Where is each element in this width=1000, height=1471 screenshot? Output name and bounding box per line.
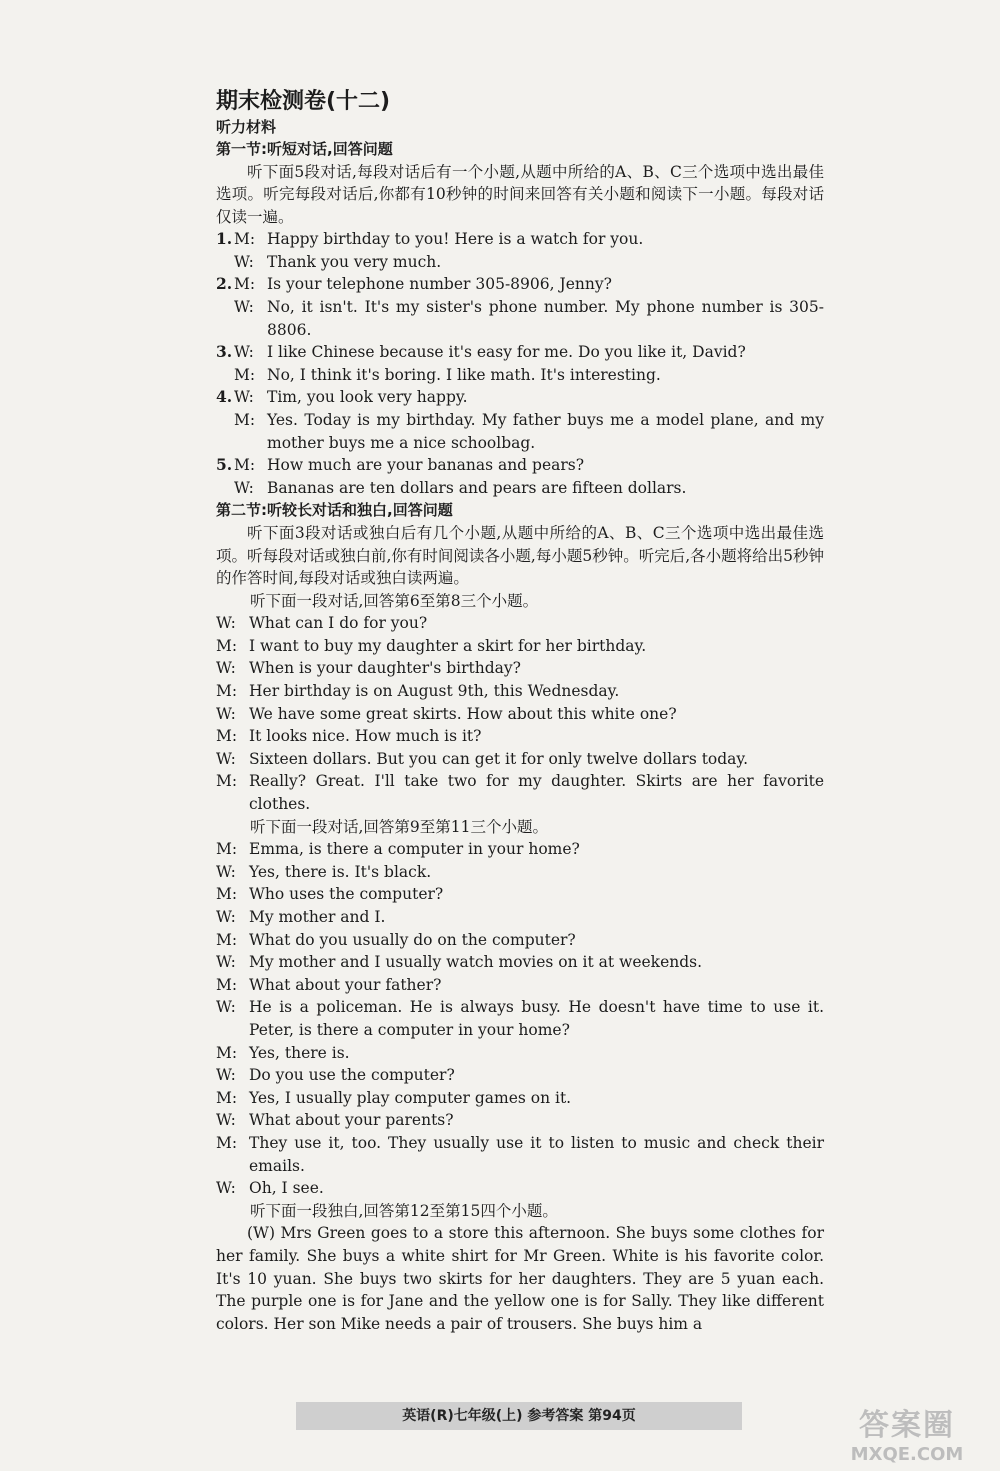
line-text: Really? Great. I'll take two for my daughter. Skirts are her favorite clothes. (249, 772, 824, 814)
speaker-label: M: (216, 840, 238, 859)
dialogue2 (216, 838, 824, 1200)
monologue-intro: 听下面一段独白,回答第12至第15四个小题。 (250, 1201, 558, 1220)
dialogue-line (216, 680, 824, 703)
dialogue-line (216, 974, 824, 997)
dialogue-line (216, 1132, 824, 1177)
speaker-label: M: (234, 365, 256, 384)
speaker-label: M: (216, 975, 238, 994)
line-text: Do you use the computer? (249, 1066, 455, 1085)
speaker-label: W: (216, 998, 236, 1017)
speaker-label: W: (216, 908, 236, 926)
dialogue-line (216, 748, 824, 771)
question-number: 5. (216, 455, 233, 475)
line-text: Thank you very much. (267, 252, 442, 271)
dialogue-line (216, 273, 824, 296)
dialogue2-intro: 听下面一段对话,回答第9至第11三个小题。 (250, 817, 549, 836)
speaker-label: M: (216, 772, 238, 791)
question-number: 2. (216, 274, 233, 294)
dialogue-line (216, 341, 824, 364)
speaker-label: M: (216, 636, 238, 655)
watermark-logo (822, 1408, 992, 1468)
line-text: No, I think it's boring. I like math. It's interesting. (267, 365, 661, 384)
question-number (216, 251, 234, 274)
dialogue-line (216, 1087, 824, 1110)
line-text: Oh, I see. (249, 1179, 324, 1198)
section1-instructions: 听下面5段对话,每段对话后有一个小题,从题中所给的A、B、C三个选项中选出最佳选项。听完每段对话后,你都有10秒钟的时间来回答有关小题和阅读下一小题。每段对话仅读一遍。 (216, 162, 824, 226)
dialogue-line (216, 296, 824, 341)
dialogue-line (216, 454, 824, 477)
dialogue-line (216, 657, 824, 680)
speaker-label: M: (234, 230, 256, 249)
line-text: Yes, there is. (249, 1043, 350, 1062)
dialogue-line (216, 996, 824, 1041)
question-number (216, 364, 234, 387)
question-number (216, 477, 234, 500)
speaker-label: M: (234, 411, 256, 430)
speaker-label: W: (234, 252, 254, 271)
dialogue1-intro: 听下面一段对话,回答第6至第8三个小题。 (250, 591, 539, 610)
watermark-cn: 答案圈 (859, 1408, 955, 1443)
question-number: 4. (216, 387, 233, 407)
dialogue-line (216, 725, 824, 748)
speaker-label: M: (234, 275, 256, 294)
speaker-label: W: (216, 1111, 236, 1130)
speaker-label: W: (234, 388, 254, 407)
speaker-label: W: (234, 298, 254, 317)
line-text: How much are your bananas and pears? (267, 456, 585, 475)
dialogue-line (216, 409, 824, 454)
line-text: Happy birthday to you! Here is a watch for you. (267, 230, 644, 249)
line-text: It looks nice. How much is it? (249, 727, 482, 746)
dialogue-line (216, 251, 824, 274)
speaker-label: M: (216, 885, 238, 904)
speaker-label: M: (216, 1043, 238, 1062)
dialogue-line (216, 929, 824, 952)
line-text: Emma, is there a computer in your home? (249, 840, 580, 859)
dialogue-line (216, 612, 824, 635)
line-text: When is your daughter's birthday? (249, 659, 521, 678)
dialogue-line (216, 951, 824, 974)
section2-instructions: 听下面3段对话或独白后有几个小题,从题中所给的A、B、C三个选项中选出最佳选项。听每段对话或独白前,你有时间阅读各小题,每小题5秒钟。听完后,各小题将给出5秒钟的作答时间,每段对话或独白读两遍。 (216, 523, 825, 588)
speaker-label: W: (216, 659, 236, 678)
page-title: 期末检测卷(十二) (216, 89, 391, 114)
line-text: Who uses the computer? (249, 885, 444, 904)
dialogue-line (216, 906, 824, 929)
dialogue-line (216, 703, 824, 726)
dialogue-line (216, 1042, 824, 1065)
dialogue-line (216, 1064, 824, 1087)
section2-heading: 第二节:听较长对话和独白,回答问题 (216, 501, 453, 520)
speaker-label: M: (216, 1088, 238, 1107)
dialogue-line (216, 228, 824, 251)
section1-heading: 第一节:听短对话,回答问题 (216, 140, 393, 158)
line-text: He is a policeman. He is always busy. He doesn't have time to use it. Peter, is there a computer in your home? (249, 998, 824, 1039)
speaker-label: W: (234, 343, 254, 362)
line-text: What about your father? (249, 975, 442, 994)
speaker-label: M: (216, 682, 238, 701)
document-page (216, 88, 824, 1335)
line-text: My mother and I usually watch movies on it at weekends. (249, 953, 703, 972)
line-text: Yes, I usually play computer games on it. (249, 1088, 572, 1107)
dialogue-line (216, 861, 824, 884)
line-text: What do you usually do on the computer? (249, 930, 576, 949)
monologue-text: (W) Mrs Green goes to a store this afternoon. She buys some clothes for her family. She buys a white shirt for Mr Green. White is his favorite color. It's 10 yuan. She buys two skirts for her daughters. They are 5 yuan each. The purple one is for Jane and the yellow one is for Sally. They like different colors. Her son Mike needs a pair of trousers. She buys him a (216, 1224, 824, 1333)
dialogue-line (216, 838, 824, 861)
line-text: Bananas are ten dollars and pears are fifteen dollars. (267, 478, 687, 497)
line-text: What can I do for you? (249, 614, 428, 633)
speaker-label: M: (216, 1133, 238, 1152)
question-number: 3. (216, 342, 233, 362)
dialogue1 (216, 612, 824, 815)
line-text: My mother and I. (249, 908, 386, 926)
line-text: No, it isn't. It's my sister's phone number. My phone number is 305-8806. (267, 298, 824, 339)
question-number: 1. (216, 229, 233, 249)
speaker-label: W: (216, 862, 236, 881)
line-text: Sixteen dollars. But you can get it for only twelve dollars today. (249, 749, 749, 768)
watermark-en: MXQE.COM (850, 1444, 964, 1465)
speaker-label: W: (216, 704, 236, 723)
speaker-label: M: (216, 727, 238, 746)
dialogue-line (216, 1109, 824, 1132)
dialogue-line (216, 770, 824, 815)
line-text: We have some great skirts. How about this white one? (249, 704, 677, 723)
line-text: Yes. Today is my birthday. My father buys me a model plane, and my mother buys me a nice schoolbag. (267, 411, 824, 452)
page-footer: 英语(R)七年级(上) 参考答案 第94页 (296, 1402, 742, 1430)
line-text: I like Chinese because it's easy for me. Do you like it, David? (267, 343, 746, 362)
speaker-label: W: (234, 478, 254, 497)
line-text: They use it, too. They usually use it to listen to music and check their emails. (249, 1133, 824, 1175)
speaker-label: W: (216, 1179, 236, 1198)
line-text: Is your telephone number 305-8906, Jenny? (267, 275, 612, 294)
line-text: Tim, you look very happy. (267, 388, 468, 407)
speaker-label: W: (216, 1066, 236, 1085)
dialogue-line (216, 477, 824, 500)
section1-dialogues (216, 228, 824, 499)
speaker-label: W: (216, 614, 236, 633)
question-number (216, 296, 234, 341)
speaker-label: W: (216, 953, 236, 972)
dialogue-line (216, 883, 824, 906)
line-text: Yes, there is. It's black. (249, 862, 432, 881)
speaker-label: W: (216, 749, 236, 768)
line-text: What about your parents? (249, 1111, 454, 1130)
line-text: I want to buy my daughter a skirt for her birthday. (249, 636, 647, 655)
speaker-label: M: (216, 930, 238, 949)
line-text: Her birthday is on August 9th, this Wednesday. (249, 682, 620, 701)
dialogue-line (216, 386, 824, 409)
question-number (216, 409, 234, 454)
page-subtitle: 听力材料 (216, 118, 277, 136)
dialogue-line (216, 364, 824, 387)
dialogue-line (216, 635, 824, 658)
speaker-label: M: (234, 456, 256, 475)
dialogue-line (216, 1177, 824, 1200)
